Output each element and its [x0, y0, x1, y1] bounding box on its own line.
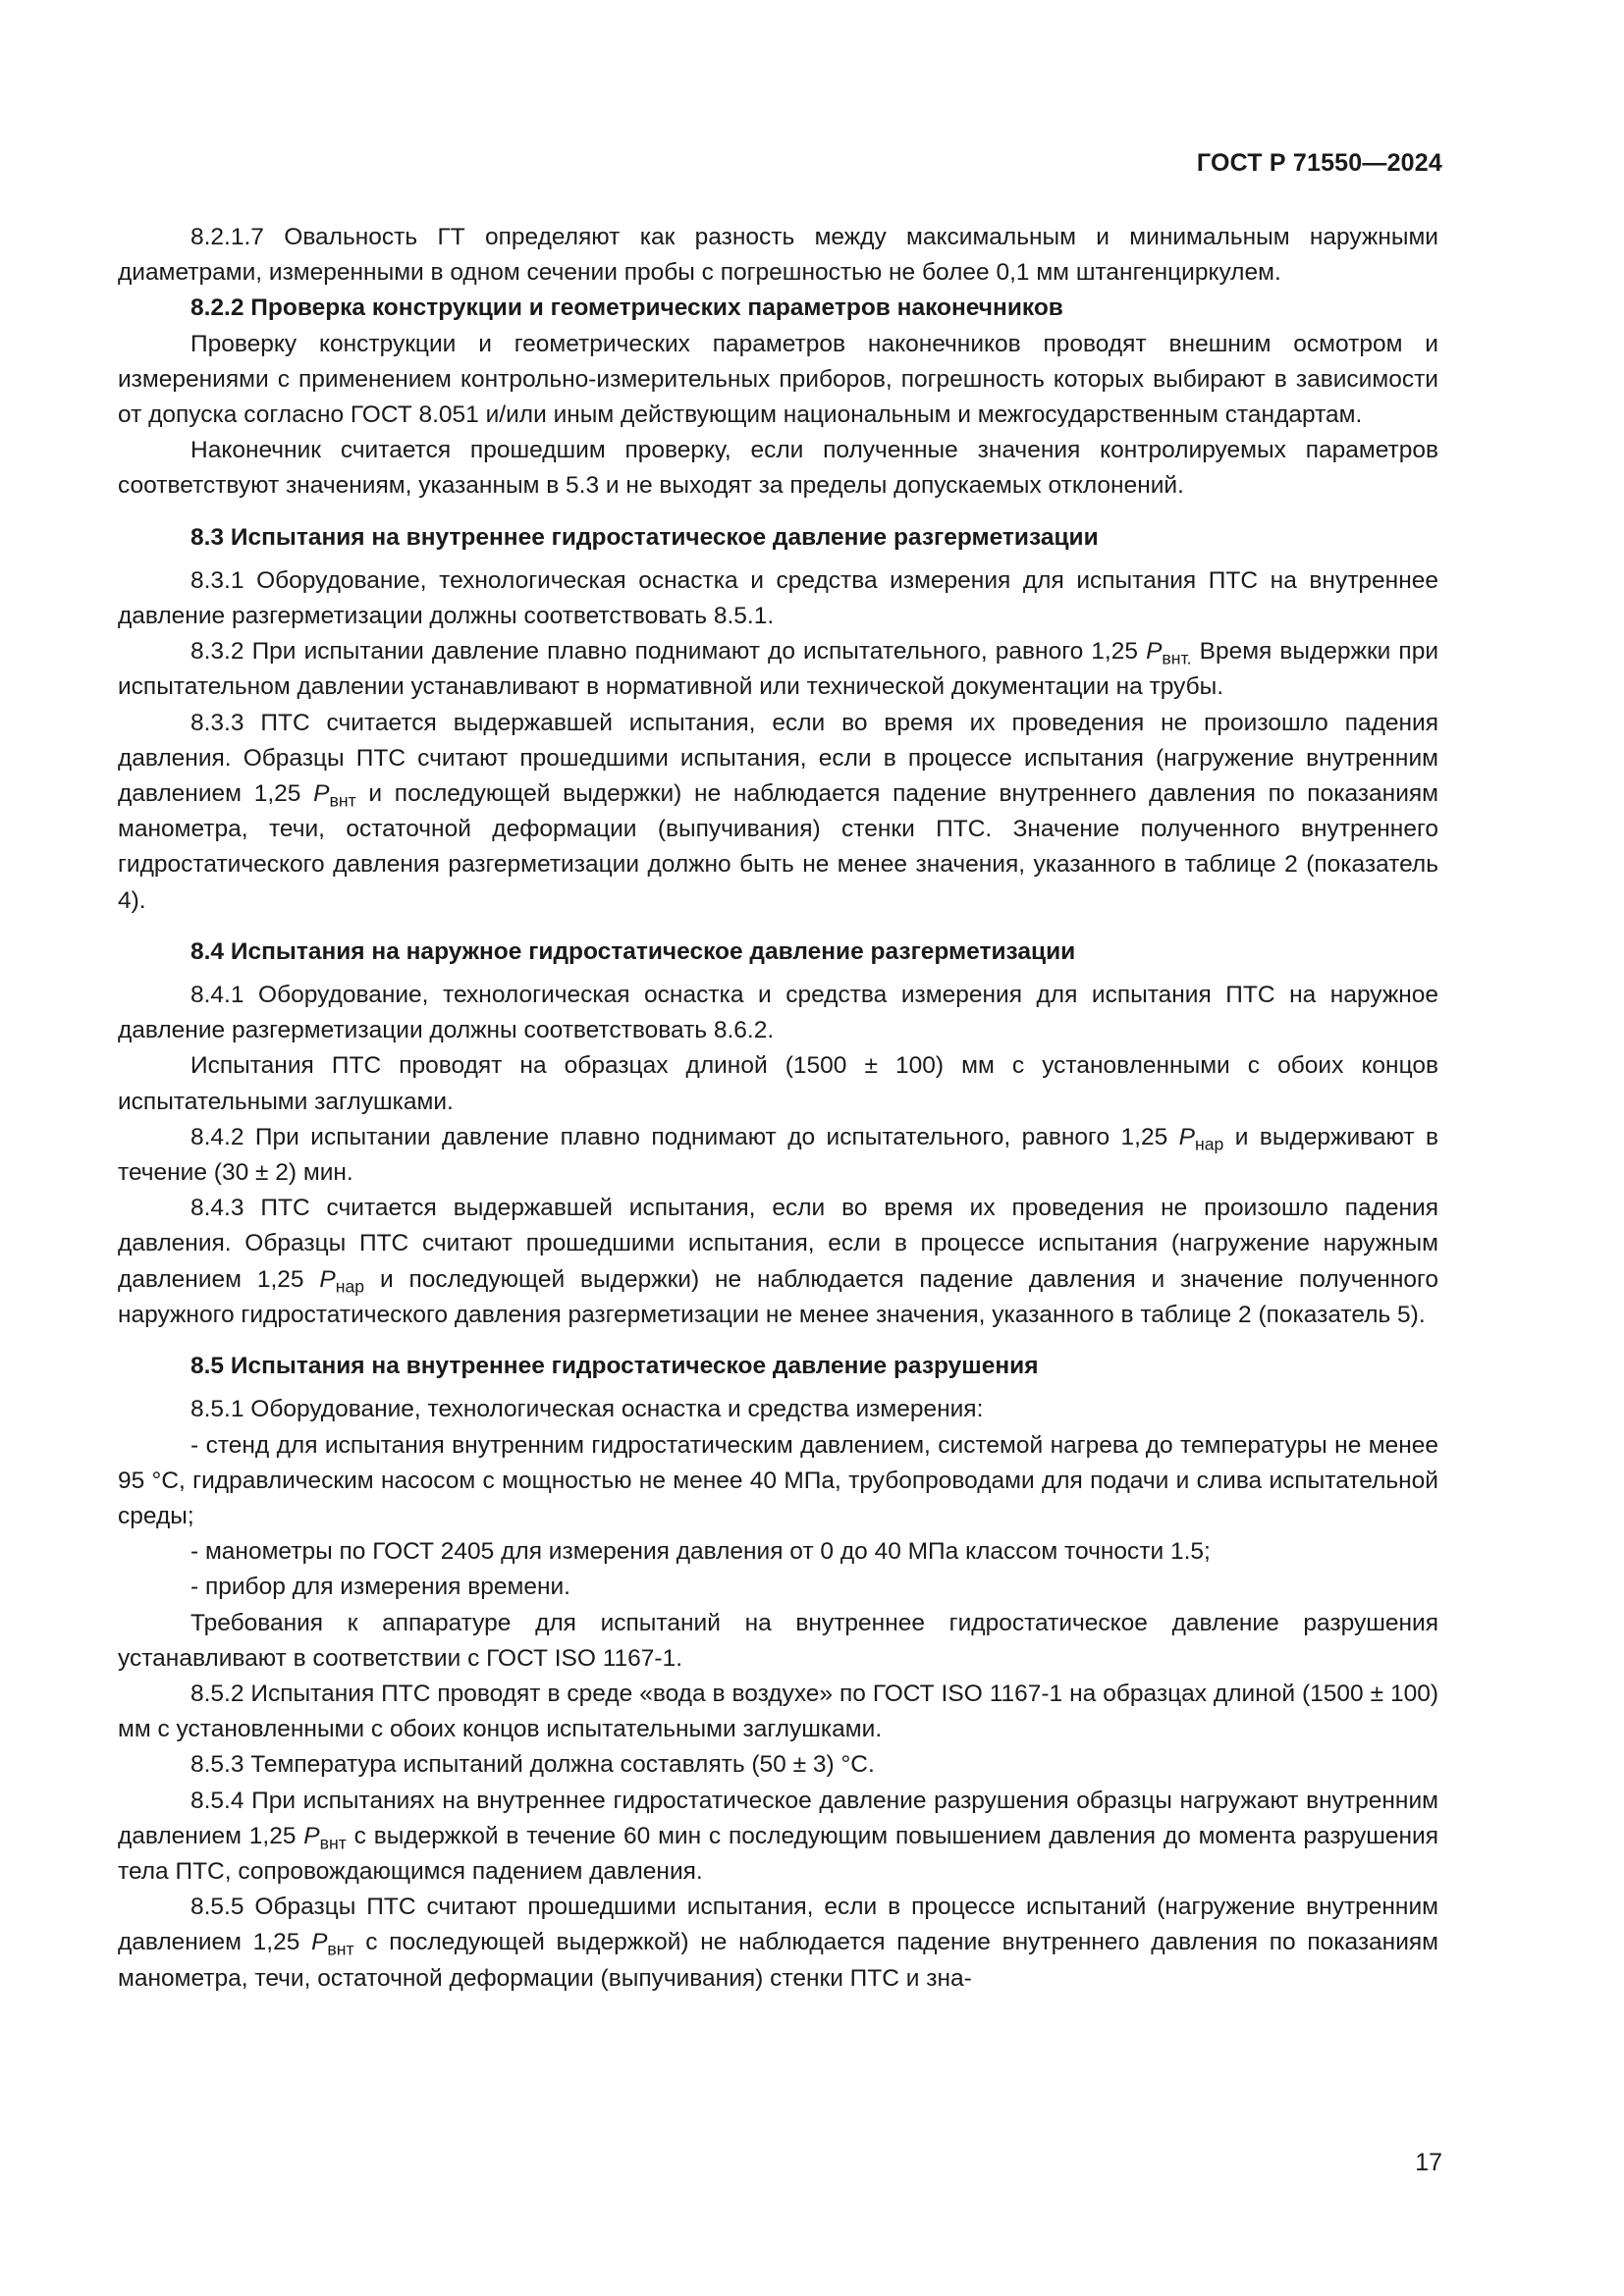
- text-run: и последующей выдержки) не наблюдается падение внутреннего давления по показаниям манометра, течи, остаточной деформации (выпучивания) стенки ПТС. Значение полученного внутреннего гидростатического давления разгерметизации должно быть не менее значения, указанного в таблице 2 (показатель 4).: [118, 780, 1438, 914]
- paragraph-8-2-2-a: Проверку конструкции и геометрических параметров наконечников проводят внешним осмотром и измерениями с применением контрольно-измерительных приборов, погрешность которых выбирают в зависимости от допуска согласно ГОСТ 8.051 и/или иным действующим национальным и межгосударственным стандартам.: [118, 330, 1438, 429]
- paragraph-8-5-3: 8.5.3 Температура испытаний должна составлять (50 ± 3) °С.: [190, 1751, 875, 1779]
- pressure-symbol: P: [1146, 638, 1163, 666]
- heading-8-4: 8.4 Испытания на наружное гидростатическое давление разгерметизации: [190, 937, 1076, 965]
- heading-8-2-2: 8.2.2 Проверка конструкции и геометрических параметров наконечников: [190, 294, 1063, 322]
- paragraph-8-5-4: [118, 1784, 1438, 1891]
- text-run: и последующей выдержки) не наблюдается падение давления и значение полученного наружного гидростатического давления разгерметизации не менее значения, указанного в таблице 2 (показатель 5).: [118, 1265, 1438, 1328]
- pressure-symbol: P: [313, 780, 330, 808]
- text-run: 8.4.3 ПТС считается выдержавшей испытания, если во время их проведения не произошло падения давления. Образцы ПТС считают прошедшими испытания, если в процессе испытания (нагружение наружным давлением 1,25: [118, 1195, 1438, 1293]
- paragraph-8-4-2: [118, 1120, 1438, 1191]
- paragraph-8-5-1-c: Требования к аппаратуре для испытаний на внутреннее гидростатическое давление разрушения устанавливают в соответствии с ГОСТ ISO 1167-1.: [118, 1609, 1438, 1672]
- heading-8-5: 8.5 Испытания на внутреннее гидростатическое давление разрушения: [190, 1353, 1039, 1380]
- pressure-subscript: внт: [319, 1833, 347, 1853]
- document-body: [118, 220, 1438, 1997]
- heading-8-3: 8.3 Испытания на внутреннее гидростатическое давление разгерметизации: [190, 523, 1099, 551]
- pressure-subscript: нар: [1194, 1134, 1224, 1154]
- page-number: 17: [1415, 2149, 1442, 2176]
- paragraph-8-3-2: [118, 634, 1438, 705]
- pressure-subscript: нар: [335, 1276, 365, 1297]
- list-item: - прибор для измерения времени.: [190, 1574, 570, 1601]
- document-code: ГОСТ Р 71550—2024: [1196, 149, 1442, 177]
- text-run: 8.4.2 При испытании давление плавно поднимают до испытательного, равного 1,25: [190, 1123, 1179, 1150]
- paragraph-8-2-2-b: Наконечник считается прошедшим проверку, если полученные значения контролируемых параметров соответствуют значениям, указанным в 5.3 и не выходят за пределы допускаемых отклонений.: [118, 437, 1438, 500]
- paragraph-8-4-1-b: Испытания ПТС проводят на образцах длиной (1500 ± 100) мм с установленными с обоих концов испытательными заглушками.: [118, 1052, 1438, 1115]
- pressure-subscript: внт.: [1162, 648, 1192, 668]
- text-run: 8.5.5 Образцы ПТС считают прошедшими испытания, если в процессе испытаний (нагружение внутренним давлением 1,25: [118, 1894, 1438, 1956]
- list-item: - стенд для испытания внутренним гидростатическим давлением, системой нагрева до температуры не менее 95 °С, гидравлическим насосом с мощностью не менее 40 МПа, трубопроводами для подачи и слива испытательной среды;: [118, 1431, 1438, 1529]
- text-run: Время выдержки при испытательном давлении устанавливают в нормативной или технической документации на трубы.: [118, 638, 1439, 701]
- text-run: с последующей выдержкой) не наблюдается падение внутреннего давления по показаниям манометра, течи, остаточной деформации (выпучивания) стенки ПТС и зна-: [118, 1929, 1439, 1992]
- paragraph-8-3-3: [118, 706, 1438, 919]
- paragraph-8-4-1: 8.4.1 Оборудование, технологическая оснастка и средства измерения для испытания ПТС на наружное давление разгерметизации должны соответствовать 8.6.2.: [118, 982, 1438, 1044]
- list-item: - манометры по ГОСТ 2405 для измерения давления от 0 до 40 МПа классом точности 1.5;: [190, 1538, 1211, 1566]
- text-run: с выдержкой в течение 60 мин с последующим повышением давления до момента разрушения тела ПТС, сопровождающимся падением давления.: [118, 1822, 1438, 1885]
- paragraph-8-5-5: [118, 1890, 1438, 1997]
- pressure-symbol: P: [303, 1822, 320, 1849]
- text-run: и выдерживают в течение (30 ± 2) мин.: [118, 1123, 1439, 1187]
- text-run: 8.3.3 ПТС считается выдержавшей испытания, если во время их проведения не произошло падения давления. Образцы ПТС считают прошедшими испытания, если в процессе испытания (нагружение внутренним давлением 1,25: [118, 709, 1438, 808]
- paragraph-8-3-1: 8.3.1 Оборудование, технологическая оснастка и средства измерения для испытания ПТС на внутреннее давление разгерметизации должны соответствовать 8.5.1.: [118, 566, 1438, 630]
- paragraph-8-2-1-7: 8.2.1.7 Овальность ГТ определяют как разность между максимальным и минимальным наружными диаметрами, измеренными в одном сечении пробы с погрешностью не более 0,1 мм штангенциркулем.: [118, 224, 1438, 287]
- paragraph-8-4-3: [118, 1191, 1438, 1333]
- pressure-symbol: P: [311, 1929, 328, 1956]
- text-run: 8.3.2 При испытании давление плавно поднимают до испытательного, равного 1,25: [190, 638, 1147, 666]
- text-run: 8.5.4 При испытаниях на внутреннее гидростатическое давление разрушения образцы нагружают внутренним давлением 1,25: [118, 1787, 1438, 1849]
- pressure-symbol: P: [319, 1265, 336, 1293]
- pressure-symbol: P: [1178, 1123, 1195, 1150]
- paragraph-8-5-2: 8.5.2 Испытания ПТС проводят в среде «вода в воздухе» по ГОСТ ISO 1167-1 на образцах длиной (1500 ± 100) мм с установленными с обоих концов испытательными заглушками.: [118, 1680, 1438, 1743]
- pressure-subscript: внт: [329, 790, 356, 811]
- pressure-subscript: внт: [327, 1939, 354, 1959]
- paragraph-8-5-1: 8.5.1 Оборудование, технологическая оснастка и средства измерения:: [190, 1396, 984, 1423]
